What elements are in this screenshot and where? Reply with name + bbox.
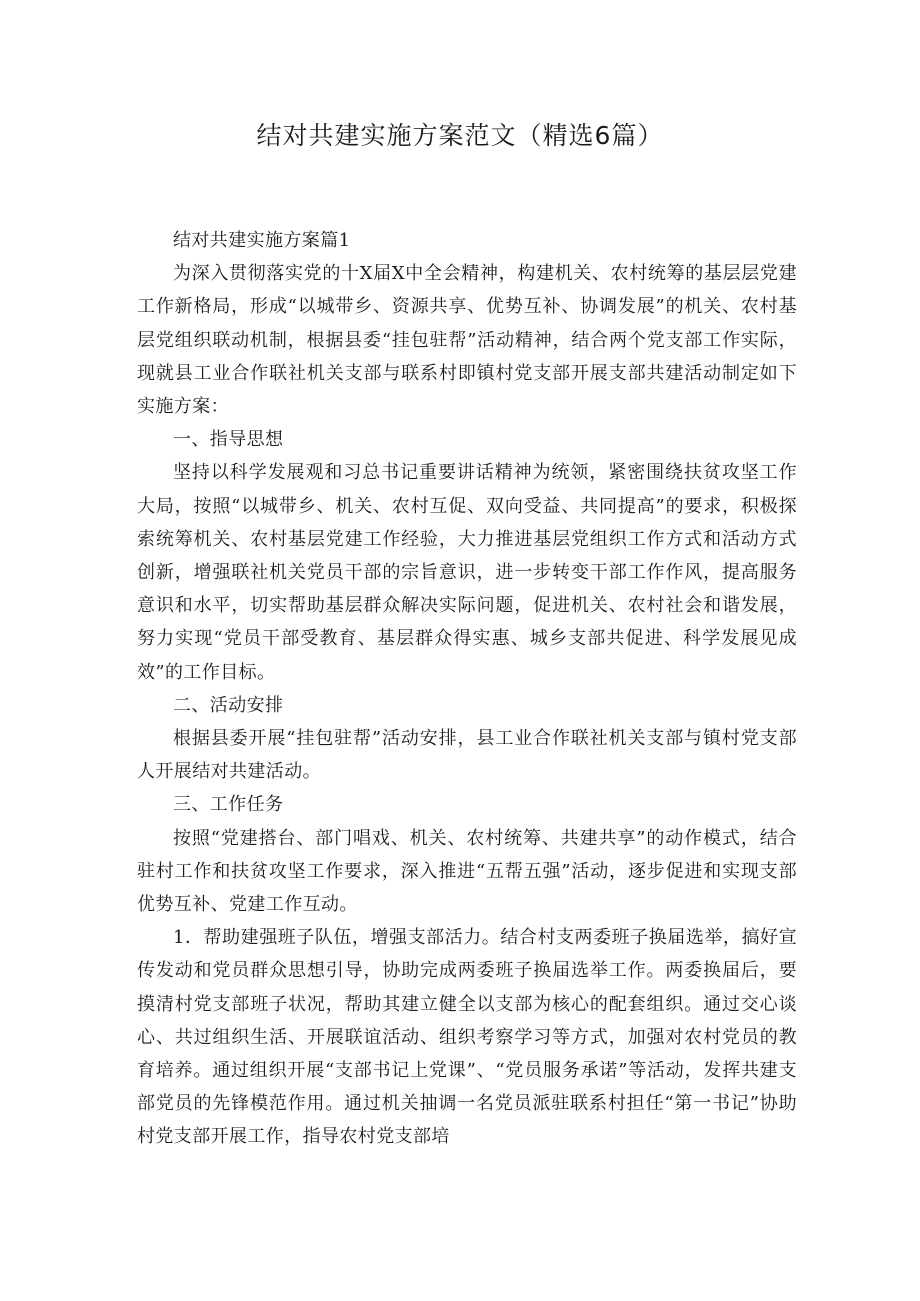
section-heading-guiding-ideology: 一、指导思想 (173, 429, 284, 451)
task-item-1-paragraph: 1．帮助建强班子队伍，增强支部活力。结合村支两委班子换届选举，搞好宣传发动和党员群众思想引导，协助完成两委班子换届选举工作。两委换届后，要摸清村党支部班子状况，帮助其建立健全以支部为核心的配套组织。通过交心谈心、共过组织生活、开展联谊活动、组织考察学习等方式，加强对农村党员的教育培养。通过组织开展“支部书记上党课”、“党员服务承诺”等活动，发挥共建支部党员的先锋模范作用。通过机关抽调一名党员派驻联系村担任“第一书记”协助村党支部开展工作，指导农村党支部培 (137, 927, 797, 1148)
intro-paragraph: 为深入贯彻落实党的十X届X中全会精神，构建机关、农村统筹的基层层党建工作新格局，形成“以城带乡、资源共享、优势互补、协调发展”的机关、农村基层党组织联动机制，根据县委“挂包驻帮”活动精神，结合两个党支部工作实际，现就县工业合作联社机关支部与联系村即镇村党支部开展支部共建活动制定如下实施方案： (137, 263, 797, 418)
document-title: 结对共建实施方案范文（精选6篇） (256, 121, 664, 150)
document-body (137, 224, 797, 1154)
activity-arrangement-paragraph: 根据县委开展“挂包驻帮”活动安排，县工业合作联社机关支部与镇村党支部人开展结对共建活动。 (137, 728, 797, 783)
article-heading: 结对共建实施方案篇1 (173, 230, 351, 251)
section-heading-activity-arrangement: 二、活动安排 (173, 694, 284, 716)
guiding-ideology-paragraph: 坚持以科学发展观和习总书记重要讲话精神为统领，紧密围绕扶贫攻坚工作大局，按照“以城带乡、机关、农村互促、双向受益、共同提高”的要求，积极探索统筹机关、农村基层党建工作经验，大力推进基层党组织工作方式和活动方式创新，增强联社机关党员干部的宗旨意识，进一步转变干部工作作风，提高服务意识和水平，切实帮助基层群众解决实际问题，促进机关、农村社会和谐发展，努力实现“党员干部受教育、基层群众得实惠、城乡支部共促进、科学发展见成效”的工作目标。 (137, 462, 797, 683)
work-tasks-paragraph: 按照“党建搭台、部门唱戏、机关、农村统筹、共建共享”的动作模式，结合驻村工作和扶贫攻坚工作要求，深入推进“五帮五强”活动，逐步促进和实现支部优势互补、党建工作互动。 (137, 827, 797, 916)
section-heading-work-tasks: 三、工作任务 (173, 794, 284, 816)
